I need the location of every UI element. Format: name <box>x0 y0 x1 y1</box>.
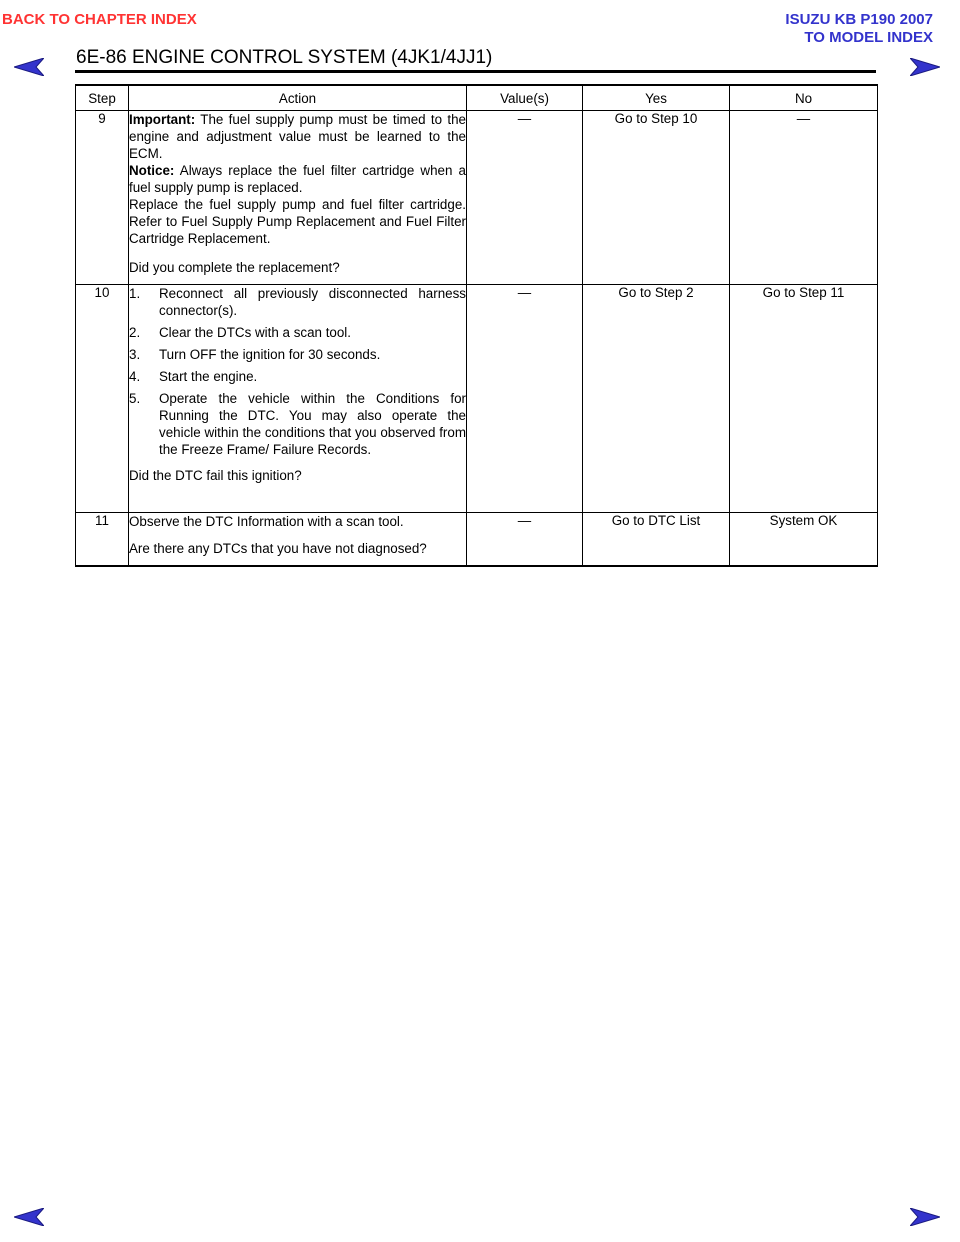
table-row <box>76 285 878 513</box>
column-header-action: Action <box>129 85 467 111</box>
column-header-step: Step <box>76 85 129 111</box>
table-header-row <box>76 85 878 111</box>
list-item: 3. Turn OFF the ignition for 30 seconds. <box>129 347 381 362</box>
step-number: 9 <box>76 111 129 285</box>
no-cell: System OK <box>730 513 878 566</box>
question-text: Did the DTC fail this ignition? <box>129 468 302 483</box>
notice-text: Always replace the fuel filter cartridge when a fuel supply pump is replaced. <box>129 163 466 195</box>
procedure-list <box>129 285 466 458</box>
diagnostic-table <box>75 84 878 567</box>
yes-cell: Go to Step 10 <box>583 111 730 285</box>
important-label: Important: <box>129 112 196 127</box>
no-cell: — <box>730 111 878 285</box>
value-cell: — <box>467 111 583 285</box>
arrow-right-icon[interactable] <box>910 58 940 76</box>
list-item: 4. Start the engine. <box>129 369 258 384</box>
column-header-no: No <box>730 85 878 111</box>
step-number: 10 <box>76 285 129 513</box>
arrow-left-icon[interactable] <box>14 58 44 76</box>
to-model-index-link[interactable]: TO MODEL INDEX <box>804 29 933 46</box>
action-cell <box>129 285 467 513</box>
table-row <box>76 513 878 566</box>
yes-cell: Go to DTC List <box>583 513 730 566</box>
back-to-chapter-index-link[interactable]: BACK TO CHAPTER INDEX <box>2 11 197 28</box>
question-text: Did you complete the replacement? <box>129 260 340 275</box>
yes-cell: Go to Step 2 <box>583 285 730 513</box>
arrow-right-icon[interactable] <box>910 1208 940 1226</box>
value-cell: — <box>467 285 583 513</box>
list-item: 2. Clear the DTCs with a scan tool. <box>129 325 352 340</box>
instruction-text: Replace the fuel supply pump and fuel filter cartridge. Refer to Fuel Supply Pump Replacement and Fuel Filter Cartridge Replacement. <box>129 197 466 246</box>
step-number: 11 <box>76 513 129 566</box>
instruction-text: Observe the DTC Information with a scan tool. <box>129 514 404 529</box>
notice-label: Notice: <box>129 163 175 178</box>
no-cell: Go to Step 11 <box>730 285 878 513</box>
column-header-yes: Yes <box>583 85 730 111</box>
action-cell <box>129 111 467 285</box>
list-item: 5. Operate the vehicle within the Conditions for Running the DTC. You may also operate the vehicle within the conditions that you observed from the Freeze Frame/ Failure Records. <box>129 391 466 457</box>
list-item: 1. Reconnect all previously disconnected harness connector(s). <box>129 286 466 318</box>
page-title: 6E-86 ENGINE CONTROL SYSTEM (4JK1/4JJ1) <box>76 47 493 68</box>
header-rule <box>75 70 876 73</box>
arrow-left-icon[interactable] <box>14 1208 44 1226</box>
important-text: The fuel supply pump must be timed to the engine and adjustment value must be learned to the ECM. <box>129 112 466 161</box>
column-header-values: Value(s) <box>467 85 583 111</box>
question-text: Are there any DTCs that you have not diagnosed? <box>129 541 427 556</box>
action-cell <box>129 513 467 566</box>
model-title-link[interactable]: ISUZU KB P190 2007 <box>785 11 933 28</box>
table-row <box>76 111 878 285</box>
value-cell: — <box>467 513 583 566</box>
